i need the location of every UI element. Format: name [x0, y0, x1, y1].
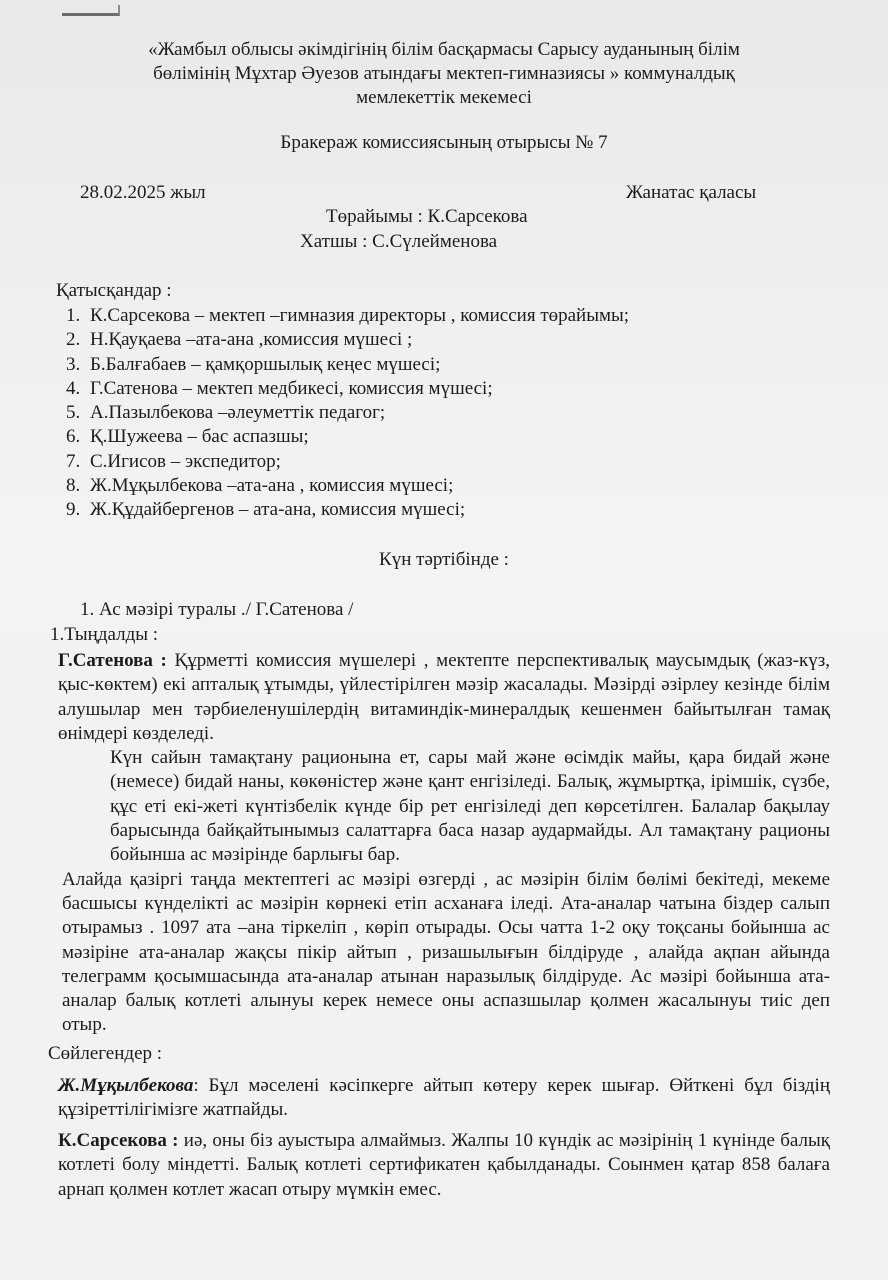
- list-item: 9. Ж.Құдайбергенов – ата-ана, комиссия мүшесі;: [66, 499, 466, 521]
- header-line-2: бөлімінің Мұхтар Әуезов атындағы мектеп-гимназиясы » коммуналдық: [153, 63, 735, 84]
- staple-mark: [62, 5, 120, 16]
- list-item: 3. Б.Балғабаев – қамқоршылық кеңес мүшесі;: [66, 353, 441, 375]
- speech-sarsekova: [42, 1129, 830, 1202]
- list-item: 6. Қ.Шужеева – бас аспазшы;: [66, 426, 309, 448]
- agenda-label: Күн тәртібінде :: [379, 549, 509, 570]
- speakers-label: Сөйлегендер :: [48, 1043, 163, 1064]
- chairperson: Төрайымы : К.Сарсекова: [326, 206, 528, 227]
- listened-label: 1.Тыңдалды :: [50, 624, 159, 645]
- meeting-date: 28.02.2025 жыл: [80, 182, 206, 203]
- speech-paragraph-2: Күн сайын тамақтану рационына ет, сары май және өсімдік майы, қара бидай және (немесе) бидай наны, көкөністер және қант енгізіледі. Балық, жұмыртқа, ірімшік, сүзбе, құс еті екі-жеті күнтізбелік күнде бір рет енгізіледі деп көрсетілген. Балалар бақылау барысында байқайтынымыз салаттарға баса назар аудармайды. Ал тамақтану рационы бойынша ас мәзірінде барлығы бар.: [110, 747, 830, 866]
- list-item: 8. Ж.Мұқылбекова –ата-ана , комиссия мүшесі;: [66, 475, 454, 497]
- meeting-title: Бракераж комиссиясының отырысы № 7: [280, 132, 608, 153]
- meeting-place: Жанатас қаласы: [626, 182, 757, 203]
- participants-list: [66, 304, 629, 523]
- speech-text: Құрметті комиссия мүшелері , мектепте перспективалық маусымдық (жаз-күз, қыс-көктем) екі апталық ұтымды, үйлестірілген мәзір жасалады. Мәзірді әзірлеу кезінде білім алушылар мен тәрбиеленушілердің витаминдік-минералдық кешенмен байытылған тамақ өнімдері көзделеді.: [58, 650, 830, 744]
- secretary: Хатшы : С.Сүлейменова: [300, 231, 498, 252]
- institution-header: [60, 38, 828, 110]
- list-item: 2. Н.Қауқаева –ата-ана ,комиссия мүшесі ;: [66, 329, 413, 351]
- speech-paragraph-3: Алайда қазіргі таңда мектептегі ас мәзірі өзгерді , ас мәзірін білім бөлімі бекітеді, мекеме басшысы күнделікті ас мәзірін көрнекі етіп асханаға іледі. Ата-аналар чатына біздер салып отырамыз . 1097 ата –ана тіркеліп , көріп отырады. Осы чатта 1-2 оқу тоқсаны бойынша ас мәзіріне ата-аналар жақсы пікір айтып , ризашылығын білдіруде , алайда ақпан айында телеграмм қосымшасында ата-аналар атынан наразылық білдіруде. Ас мәзірі бойынша ата-аналар балық котлеті алынуы керек немесе оны аспазшылар қолмен жасалынуы тиіс деп отыр.: [62, 868, 830, 1036]
- speech-mukylbekova: [42, 1074, 830, 1123]
- participants-label: Қатысқандар :: [56, 280, 172, 301]
- speech-satenova: [42, 649, 830, 1038]
- header-line-3: мемлекеттік мекемесі: [356, 87, 532, 108]
- agenda-item: 1. Ас мәзірі туралы ./ Г.Сатенова /: [80, 599, 354, 620]
- speech-text: : Бұл мәселені кәсіпкерге айтып көтеру керек шығар. Өйткені бұл біздің құзіреттілігімізге жатпайды.: [58, 1075, 830, 1121]
- speaker-name: К.Сарсекова :: [58, 1130, 179, 1151]
- list-item: 1. К.Сарсекова – мектеп –гимназия директоры , комиссия төрайымы;: [66, 305, 630, 326]
- header-line-1: «Жамбыл облысы әкімдігінің білім басқармасы Сарысу ауданының білім: [148, 39, 740, 60]
- list-item: 4. Г.Сатенова – мектеп медбикесі, комиссия мүшесі;: [66, 377, 493, 399]
- speaker-name: Ж.Мұқылбекова: [58, 1075, 194, 1096]
- list-item: 5. А.Пазылбекова –әлеуметтік педагог;: [66, 402, 386, 424]
- list-item: 7. С.Игисов – экспедитор;: [66, 450, 281, 472]
- speech-text: иә, оны біз ауыстыра алмаймыз. Жалпы 10 күндік ас мәзірінің 1 күнінде балық котлеті болу міндетті. Балық котлеті сертификатен қабылданады. Соынмен қатар 858 балаға арнап қолмен котлет жасап отыру мүмкін емес.: [58, 1130, 831, 1200]
- speaker-name: Г.Сатенова :: [58, 650, 167, 671]
